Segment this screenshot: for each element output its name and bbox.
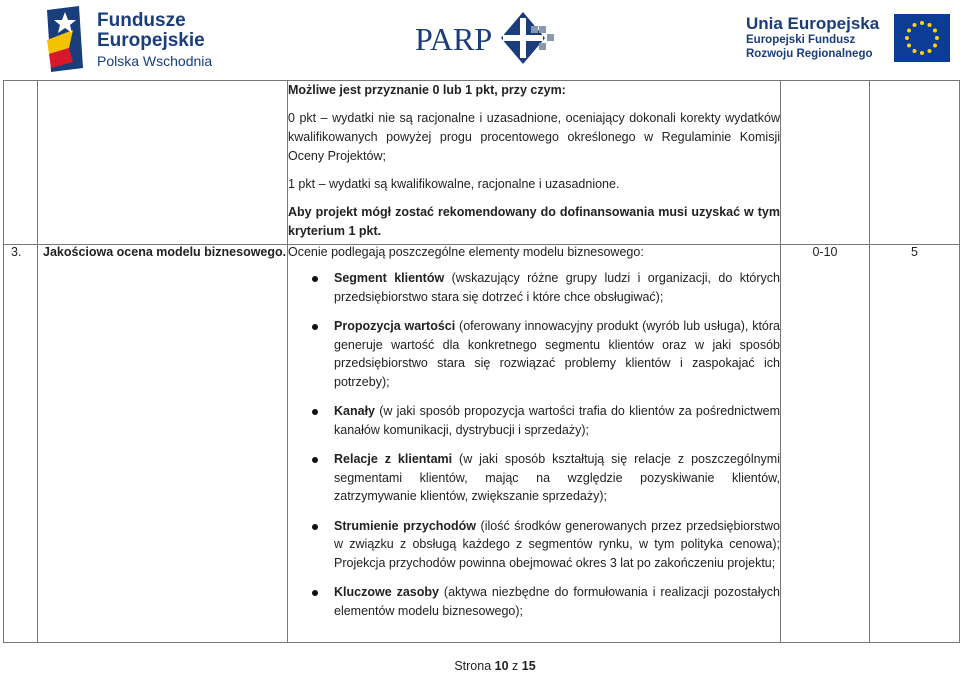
element-term: Relacje z klientami [334,452,453,466]
page-current: 10 [494,659,509,673]
eu-star-icon [905,36,909,40]
parp-wordmark: PARP [415,21,493,57]
business-model-elements [288,259,780,620]
fe-subtitle: Polska Wschodnia [97,53,213,69]
eu-star-icon [933,44,937,48]
list-item [288,450,780,506]
list-item [288,402,780,439]
parp-mark-icon [501,12,555,64]
element-term: Strumienie przychodów [334,518,477,533]
element-description: (oferowany innowacyjny produkt (wyrób lub usługa), która generuje wartość dla konkretnego segmentu klientów oraz w jaki sposób przedsiębiorstwo stara się rozwiązać problemy klientów i zaspokajać ich potrzeby); [334,319,780,389]
eu-flag-icon [894,14,950,62]
scoring-intro: Możliwe jest przyznanie 0 lub 1 pkt, przy czym: [288,83,566,97]
list-item [288,583,780,620]
bullet-icon [312,276,318,282]
eu-star-icon [920,21,924,25]
criterion-number: 3. [4,245,38,643]
criterion-intro: Ocenie podlegają poszczególne elementy modelu biznesowego: [288,245,644,259]
page-footer [0,659,960,673]
cell-empty-range [781,81,870,245]
criterion-score-range: 0-10 [781,245,870,643]
element-description: (ilość środków generowanych przez przedsiębiorstwo w związku z obsługą każdego z segmentów rynku, w tym polityka cenowa); Projekcja przychodów powinna obejmować okres 3 lat po zakończeniu projektu; [334,518,780,570]
parp-logo [415,12,555,64]
scoring-1-pkt: 1 pkt – wydatki są kwalifikowalne, racjonalne i uzasadnione. [288,177,620,191]
page-total: 15 [521,659,536,673]
criteria-table [3,80,960,643]
element-description: (w jaki sposób propozycja wartości trafia do klientów za pośrednictwem kanałów komunikacji, dystrybucji i sprzedaży); [334,404,780,437]
eu-star-icon [913,23,917,27]
ue-sub1: Europejski Fundusz [746,34,856,46]
list-item [288,517,780,573]
element-term: Propozycja wartości [334,319,456,333]
bullet-icon [312,324,318,330]
fe-line1: Fundusze [97,10,186,31]
bullet-icon [312,457,318,463]
page-header [0,0,960,78]
fundusze-europejskie-logo [43,2,223,74]
eu-star-icon [913,49,917,53]
scoring-minimum: Aby projekt mógł zostać rekomendowany do dofinansowania musi uzyskać w tym kryterium 1 pkt. [288,205,780,238]
ue-sub2: Rozwoju Regionalnego [746,48,873,60]
bullet-icon [312,409,318,415]
element-term: Kanały [334,404,375,418]
element-description: (aktywa niezbędne do formułowania i realizacji pozostałych elementów modelu biznesowego); [334,585,780,618]
criterion-weight: 5 [870,245,960,643]
fe-line2: Europejskie [97,30,205,51]
cell-empty-number [4,81,38,245]
scoring-0-pkt: 0 pkt – wydatki nie są racjonalne i uzasadnione, oceniający dokonali korekty wydatków kwalifikowanych powyżej progu procentowego określonego w Regulaminie Komisji Oceny Projektów; [288,111,780,163]
fe-flag-icon [43,2,88,74]
bullet-icon [312,590,318,596]
eu-star-icon [907,44,911,48]
cell-empty-name [38,81,288,245]
table-row-criterion-3 [4,245,960,643]
bullet-icon [312,524,318,530]
unia-europejska-logo [746,14,950,64]
criterion-name: Jakościowa ocena modelu biznesowego. [38,245,288,643]
eu-star-icon [920,51,924,55]
eu-star-icon [933,29,937,33]
criterion-description [288,245,781,643]
list-item [288,269,780,306]
cell-empty-weight [870,81,960,245]
cell-scoring-description [288,81,781,245]
eu-star-icon [907,29,911,33]
eu-star-icon [928,49,932,53]
element-description: (wskazujący różne grupy ludzi i organizacji, do których przedsiębiorstwo stara się dotrzeć i które chce obsługiwać); [334,271,781,304]
table-row-previous [4,81,960,245]
element-term: Segment klientów [334,271,445,285]
ue-title: Unia Europejska [746,14,880,33]
eu-star-icon [935,36,939,40]
page-label: Strona [454,659,495,673]
element-term: Kluczowe zasoby [334,585,439,599]
element-description: (w jaki sposób kształtują się relacje z poszczególnymi segmentami klientów, mając na względzie pozyskiwanie klientów, zatrzymywanie klientów, zwiększanie sprzedaży); [334,452,780,503]
page-of: z [508,659,522,673]
fe-wordmark [97,11,212,70]
list-item [288,317,780,391]
ue-wordmark [746,14,879,61]
eu-star-icon [928,23,932,27]
